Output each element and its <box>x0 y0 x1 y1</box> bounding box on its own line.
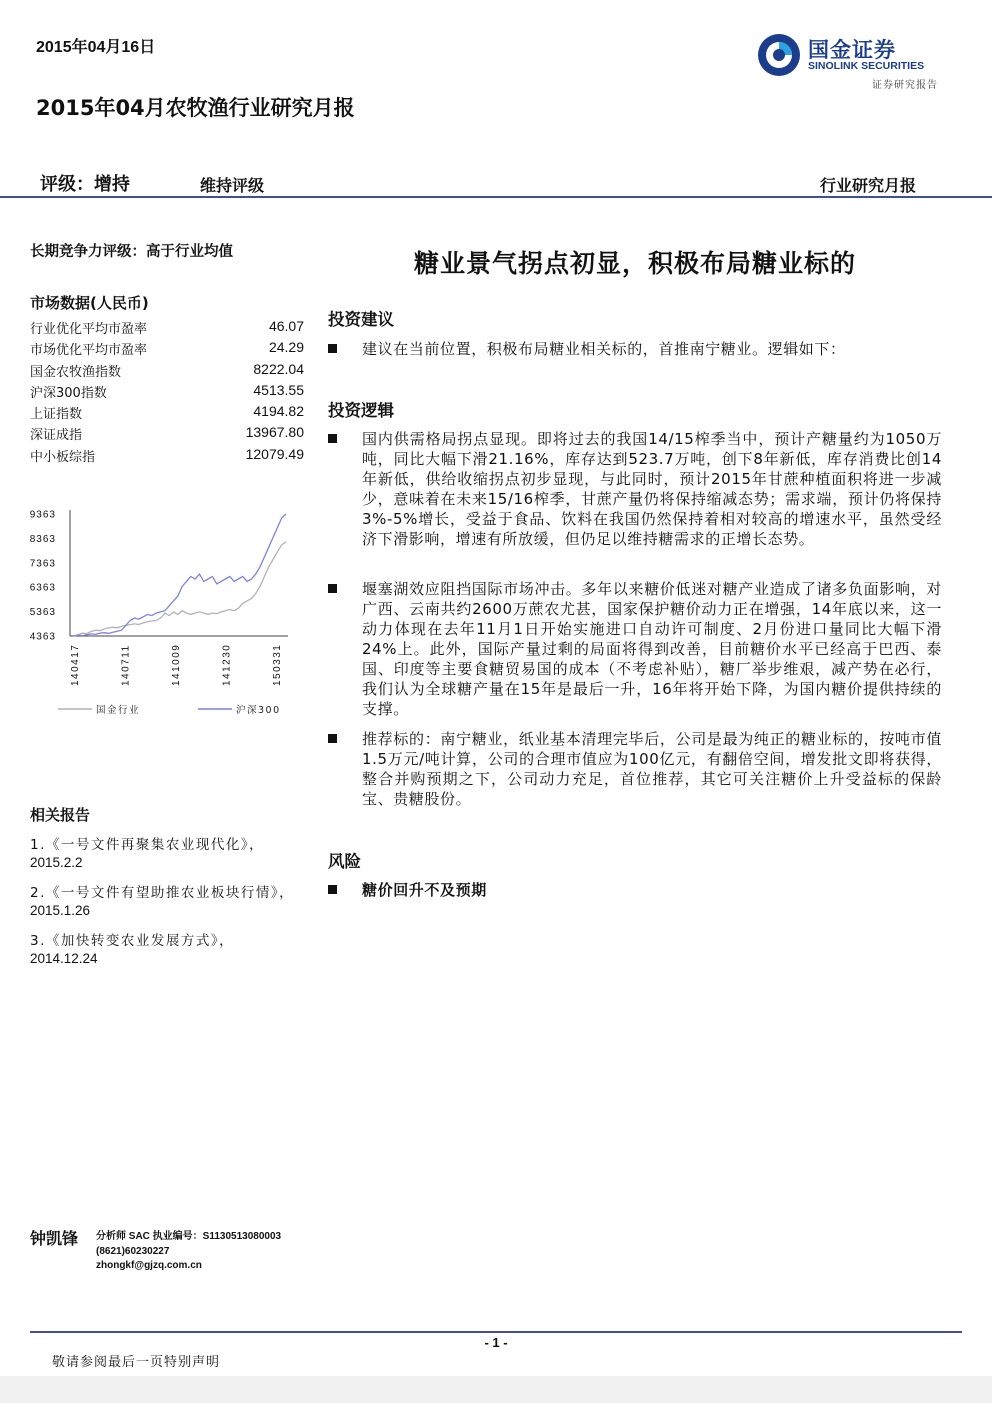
legend-label: 沪深300 <box>236 705 281 716</box>
bullet-square-icon <box>328 734 337 743</box>
logo-english-name: SINOLINK SECURITIES <box>808 60 925 72</box>
market-data-row <box>30 316 306 337</box>
sidebar <box>30 240 306 465</box>
index-comparison-chart <box>22 496 294 726</box>
related-report-item[interactable] <box>30 884 300 920</box>
bullet-item <box>328 339 942 359</box>
related-report-date: 2015.1.26 <box>30 903 91 918</box>
rating-label: 评级：增持 <box>40 174 130 195</box>
footer-divider <box>30 1331 962 1333</box>
analyst-phone: (8621)60230227 <box>96 1245 170 1257</box>
market-data-row <box>30 380 306 401</box>
market-data-row <box>30 337 306 358</box>
bullet-square-icon <box>328 344 337 353</box>
y-tick-label: 6363 <box>29 582 56 594</box>
report-title: 2015年04月农牧渔行业研究月报 <box>36 96 355 120</box>
report-type: 行业研究月报 <box>819 176 916 195</box>
analyst-name: 钟凯锋 <box>30 1229 79 1248</box>
section-title-risk: 风险 <box>328 852 361 871</box>
rating-maintain: 维持评级 <box>200 176 265 195</box>
bullet-square-icon <box>328 584 337 593</box>
market-data-label: 深证成指 <box>30 428 83 444</box>
related-report-title: 3.《加快转变农业发展方式》， <box>30 933 235 949</box>
report-date: 2015年04月16日 <box>36 39 156 56</box>
analyst-cert: 分析师 SAC 执业编号：S1130513080003 <box>96 1231 282 1242</box>
market-data-table <box>30 316 306 465</box>
legend-label: 国金行业 <box>96 705 141 716</box>
market-data-title: 市场数据(人民币) <box>30 294 149 312</box>
market-data-label: 中小板综指 <box>30 449 96 465</box>
bullet-square-icon <box>328 434 337 443</box>
related-reports-title: 相关报告 <box>30 806 91 824</box>
bullet-square-icon <box>328 885 337 894</box>
related-report-date: 2015.2.2 <box>30 855 83 870</box>
bullet-item <box>328 579 942 719</box>
page-number: - 1 - <box>484 1335 508 1350</box>
x-tick-label: 150331 <box>272 643 283 686</box>
market-data-label: 行业优化平均市盈率 <box>30 322 148 337</box>
bullet-text: 推荐标的：南宁糖业，纸业基本清理完毕后，公司是最为纯正的糖业标的，按吨市值1.5万元/吨计算，公司的合理市值应为100亿元，有翻倍空间，增发批文即将获得，整合并购预期之下，公司动力充足，首位推荐，其它可关注糖价上升受益标的保龄宝、贵糖股份。 <box>362 730 942 808</box>
market-data-value: 13967.80 <box>245 424 304 441</box>
market-data-label: 沪深300指数 <box>30 385 107 401</box>
market-data-label: 上证指数 <box>30 407 83 423</box>
x-tick-label: 141230 <box>221 643 233 686</box>
x-tick-label: 141009 <box>171 643 182 686</box>
competitive-rating: 长期竞争力评级：高于行业均值 <box>30 244 233 260</box>
market-data-row <box>30 401 306 422</box>
market-data-value: 4513.55 <box>253 381 304 398</box>
market-data-value: 4194.82 <box>253 403 304 420</box>
market-data-label: 市场优化平均市盈率 <box>30 343 148 359</box>
bullet-text: 建议在当前位置，积极布局糖业相关标的，首推南宁糖业。逻辑如下： <box>362 340 846 358</box>
market-data-label: 国金农牧渔指数 <box>30 364 122 380</box>
bullet-item <box>328 729 942 809</box>
market-data-row <box>30 422 306 443</box>
bullet-item <box>328 880 942 900</box>
company-logo <box>756 30 946 90</box>
market-data-value: 24.29 <box>268 339 304 356</box>
related-report-item[interactable] <box>30 932 300 968</box>
analyst-email[interactable]: zhongkf@gjzq.com.cn <box>96 1260 202 1271</box>
bullet-text: 国内供需格局拐点显现。即将过去的我国14/15榨季当中，预计产糖量约为1050万吨，同比大幅下滑21.16%，库存达到523.7万吨，创下8年新低，库存消费比创14年新低，供给收缩拐点初步显现，与此同时，预计2015年甘蔗种植面积将进一步减少，意味着在未来15/16榨季，甘蔗产量仍将保持缩减态势；需求端，预计仍将保持3%-5%增长，受益于食品、饮料在我国仍然保持着相对较高的增速水平，虽然受经济下滑影响，增速有所放缓，但仍足以维持糖需求的正增长态势。 <box>362 430 942 548</box>
market-data-row <box>30 359 306 380</box>
bullet-text: 堰塞湖效应阻挡国际市场冲击。多年以来糖价低迷对糖产业造成了诸多负面影响，对广西、云南共约2600万蔗农尤甚，国家保护糖价动力正在增强，14年底以来，这一动力体现在去年11月1日开始实施进口自动许可制度、2月份进口量同比大幅下滑24%上。此外，国际产量过剩的局面将得到改善，目前糖价水平已经高于巴西、泰国、印度等主要食糖贸易国的成本（不考虑补贴），糖厂举步维艰，减产势在必行，我们认为全球糖产量在15年是最后一升，16年将开始下降，为国内糖价提供持续的支撑。 <box>362 580 942 718</box>
y-tick-label: 9363 <box>29 509 56 521</box>
market-data-value: 8222.04 <box>253 360 304 377</box>
section-title-logic: 投资逻辑 <box>328 401 394 420</box>
footer-band <box>0 1376 992 1403</box>
related-report-date: 2014.12.24 <box>30 951 98 966</box>
series-line <box>74 542 286 636</box>
y-tick-label: 7363 <box>29 558 56 570</box>
related-report-item[interactable] <box>30 836 300 872</box>
y-tick-label: 5363 <box>29 607 56 619</box>
header-divider <box>0 196 992 198</box>
logo-subtitle: 证券研究报告 <box>872 80 938 91</box>
market-data-value: 46.07 <box>268 318 304 334</box>
y-tick-label: 4363 <box>29 631 56 643</box>
sinolink-logo-icon <box>756 32 802 78</box>
series-line <box>74 514 286 636</box>
related-report-title: 2.《一号文件有望助推农业板块行情》， <box>30 885 295 901</box>
bullet-text: 糖价回升不及预期 <box>362 881 487 899</box>
analyst-contact <box>96 1230 281 1274</box>
related-reports-list <box>30 836 300 980</box>
disclaimer: 敬请参阅最后一页特别声明 <box>52 1355 221 1370</box>
headline: 糖业景气拐点初显，积极布局糖业标的 <box>413 249 856 278</box>
related-report-title: 1.《一号文件再聚集农业现代化》， <box>30 837 265 853</box>
x-tick-label: 140417 <box>70 643 81 686</box>
market-data-row <box>30 444 306 465</box>
section-title-recommendation: 投资建议 <box>328 310 394 329</box>
bullet-item <box>328 429 942 549</box>
y-tick-label: 8363 <box>29 533 56 545</box>
logo-chinese-name: 国金证券 <box>808 38 896 62</box>
x-tick-label: 140711 <box>120 644 132 686</box>
market-data-value: 12079.49 <box>245 445 304 462</box>
